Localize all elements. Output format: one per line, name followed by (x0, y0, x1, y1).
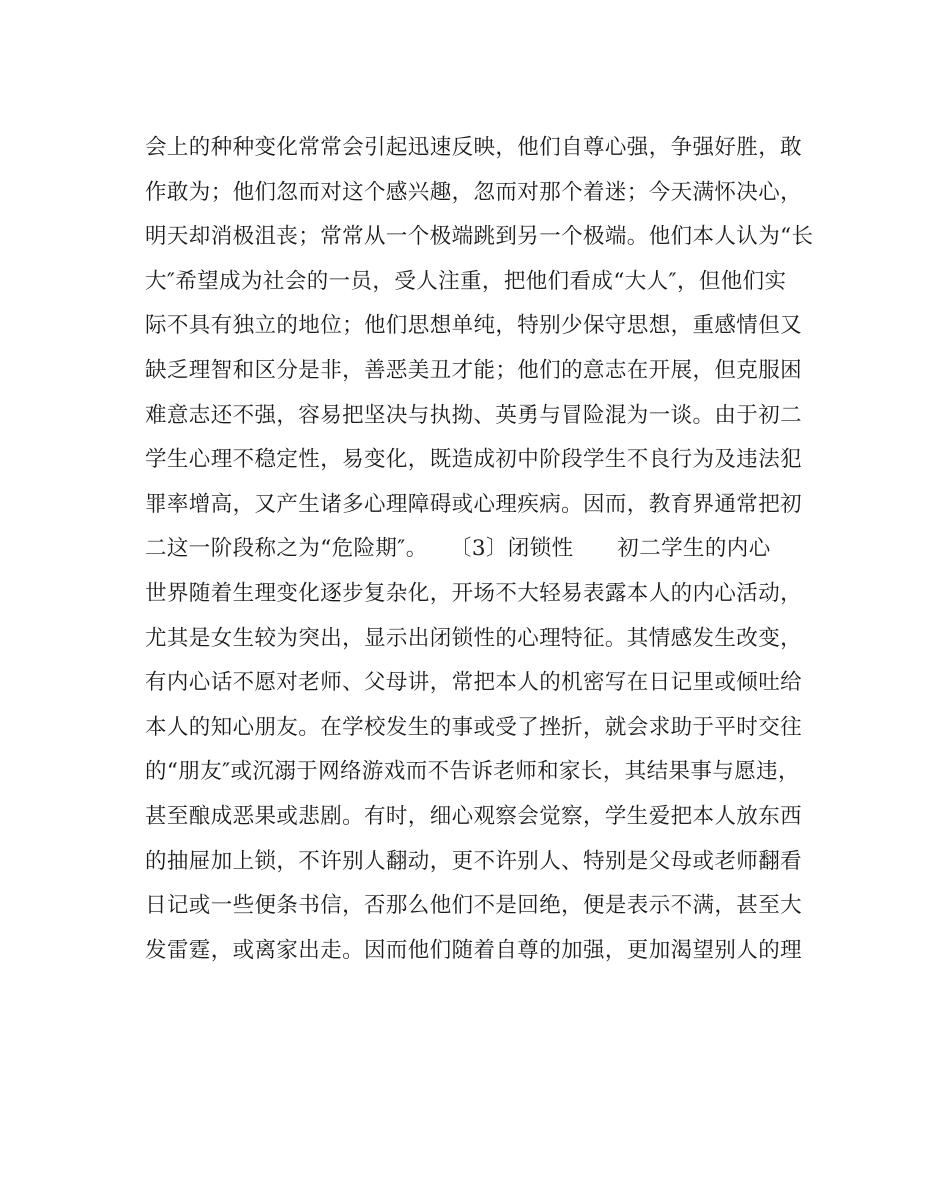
text-line: 缺乏理智和区分是非，善恶美丑才能；他们的意志在开展，但克服困 (145, 357, 803, 383)
text-line: 发雷霆，或离家出走。因而他们随着自尊的加强，更加渴望别人的理 (145, 937, 803, 963)
text-line: 二这一阶段称之为“危险期″。 〔3〕闭锁性 初二学生的内心 (145, 536, 771, 562)
text-line: 会上的种种变化常常会引起迅速反映，他们自尊心强，争强好胜，敢 (145, 135, 803, 160)
text-line: 难意志还不强，容易把坚决与执拗、英勇与冒险混为一谈。由于初二 (145, 402, 803, 428)
text-line: 尤其是女生较为突出，显示出闭锁性的心理特征。其情感发生改变， (145, 625, 803, 651)
text-line: 的抽屉加上锁，不许别人翻动，更不许别人、特别是父母或老师翻看 (145, 848, 803, 874)
text-line: 明天却消极沮丧；常常从一个极端跳到另一个极端。他们本人认为“长 (145, 224, 814, 250)
text-line: 世界随着生理变化逐步复杂化，开场不大轻易表露本人的内心活动， (145, 580, 803, 606)
text-line: 的“朋友″或沉溺于网络游戏而不告诉老师和家长，其结果事与愿违， (145, 759, 800, 785)
text-line: 本人的知心朋友。在学校发生的事或受了挫折，就会求助于平时交往 (145, 714, 803, 740)
text-line: 甚至酿成恶果或悲剧。有时，细心观察会觉察，学生爱把本人放东西 (145, 803, 803, 829)
text-line: 作敢为；他们忽而对这个感兴趣，忽而对那个着迷；今天满怀决心， (145, 179, 803, 205)
body-text (145, 126, 825, 973)
text-line: 有内心话不愿对老师、父母讲，常把本人的机密写在日记里或倾吐给 (145, 670, 803, 696)
text-line: 罪率增高，又产生诸多心理障碍或心理疾病。因而，教育界通常把初 (145, 491, 803, 517)
text-line: 学生心理不稳定性，易变化，既造成初中阶段学生不良行为及违法犯 (145, 447, 803, 473)
text-line: 日记或一些便条书信，否那么他们不是回绝，便是表示不满，甚至大 (145, 893, 803, 919)
text-line: 际不具有独立的地位；他们思想单纯，特别少保守思想，重感情但又 (145, 313, 803, 339)
text-line: 大″希望成为社会的一员，受人注重，把他们看成“大人″，但他们实 (145, 268, 787, 294)
